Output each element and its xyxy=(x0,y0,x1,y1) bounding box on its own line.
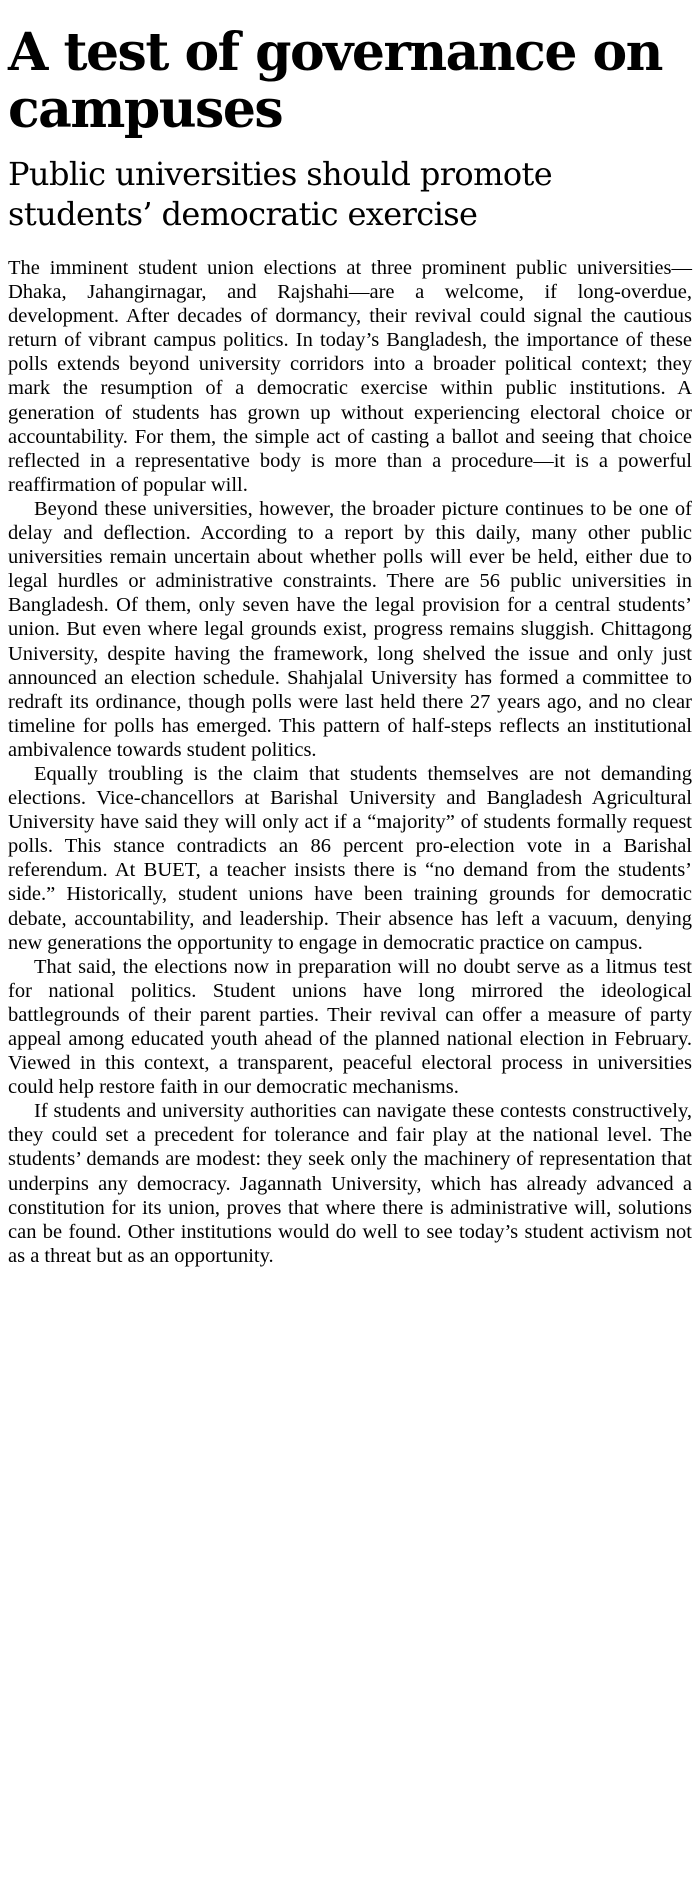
editorial-article xyxy=(8,0,692,1268)
headline: A test of governance on campuses xyxy=(8,22,662,140)
deck-subheadline: Public universities should promote students’ democratic exercise xyxy=(8,155,553,233)
paragraph-4: That said, the elections now in preparation will no doubt serve as a litmus test for national politics. Student unions have long mirrored the ideological battlegrounds of their parent parties. Their revival can offer a measure of party appeal among educated youth ahead of the planned national election in February. Viewed in this context, a transparent, peaceful electoral process in universities could help restore faith in our democratic mechanisms. xyxy=(8,955,692,1099)
article-body xyxy=(8,256,692,1268)
paragraph-5: If students and university authorities can navigate these contests constructively, they could set a precedent for tolerance and fair play at the national level. The students’ demands are modest: they seek only the machinery of representation that underpins any democracy. Jagannath University, which has already advanced a constitution for its union, proves that where there is administrative will, solutions can be found. Other institutions would do well to see today’s student activism not as a threat but as an opportunity. xyxy=(8,1100,692,1267)
paragraph-2: Beyond these universities, however, the broader picture continues to be one of delay and deflection. According to a report by this daily, many other public universities remain uncertain about whether polls will ever be held, either due to legal hurdles or administrative constraints. There are 56 public universities in Bangladesh. Of them, only seven have the legal provision for a central students’ union. But even where legal grounds exist, progress remains sluggish. Chittagong University, despite having the framework, long shelved the issue and only just announced an election schedule. Shahjalal University has formed a committee to redraft its ordinance, though polls were last held there 27 years ago, and no clear timeline for polls has emerged. This pattern of half-steps reflects an institutional ambivalence towards student politics. xyxy=(8,497,692,761)
paragraph-3: Equally troubling is the claim that students themselves are not demanding elections. Vice-chancellors at Barishal University and Bangladesh Agricultural University have said they will only act if a “majority” of students formally request polls. This stance contradicts an 86 percent pro-election vote in a Barishal referendum. At BUET, a teacher insists there is “no demand from the students’ side.” Historically, student unions have been training grounds for democratic debate, accountability, and leadership. Their absence has left a vacuum, denying new generations the opportunity to engage in democratic practice on campus. xyxy=(8,762,692,954)
paragraph-1: The imminent student union elections at three prominent public universities—Dhaka, Jahangirnagar, and Rajshahi—are a welcome, if long-overdue, development. After decades of dormancy, their revival could signal the cautious return of vibrant campus politics. In today’s Bangladesh, the importance of these polls extends beyond university corridors into a broader political context; they mark the resumption of a democratic exercise within public institutions. A generation of students has grown up without experiencing electoral choice or accountability. For them, the simple act of casting a ballot and seeing that choice reflected in a representative body is more than a procedure—it is a powerful reaffirmation of popular will. xyxy=(8,257,692,496)
